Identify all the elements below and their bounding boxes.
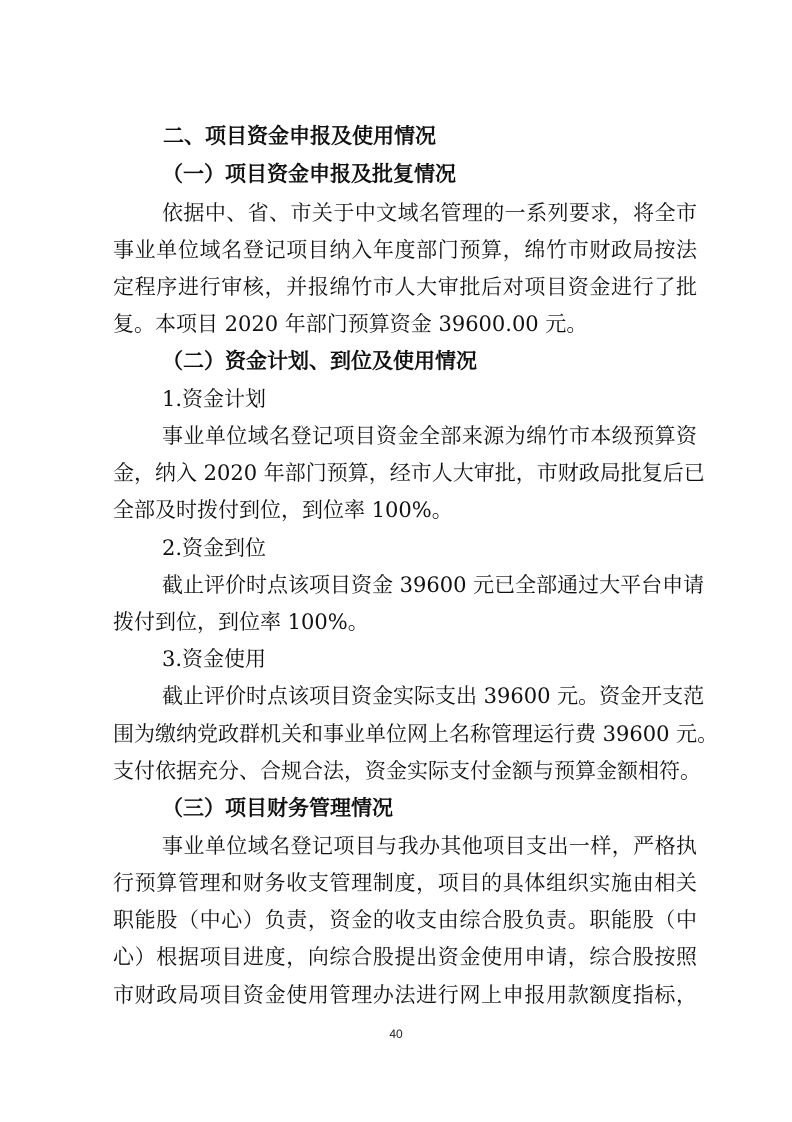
paragraph-line: 依据中、省、市关于中文域名管理的一系列要求，将全市 (162, 201, 697, 225)
paragraph-line: 职能股（中心）负责，资金的收支由综合股负责。职能股（中 (113, 908, 697, 932)
paragraph-line: 截止评价时点该项目资金实际支出 39600 元。资金开支范 (162, 684, 705, 708)
page-number: 40 (389, 1027, 403, 1041)
paragraph-line: 围为缴纳党政群机关和事业单位网上名称管理运行费 39600 元。 (113, 722, 719, 746)
heading-level1: 二、项目资金申报及使用情况 (163, 124, 436, 148)
paragraph-line: 金，纳入 2020 年部门预算，经市人大审批，市财政局批复后已 (113, 461, 705, 485)
paragraph-line: 市财政局项目资金使用管理办法进行网上申报用款额度指标， (113, 983, 697, 1007)
paragraph-line: 支付依据充分、合规合法，资金实际支付金额与预算金额相符。 (113, 759, 701, 783)
sub-heading-fund-usage: 3.资金使用 (162, 647, 267, 671)
paragraph-line: 拨付到位，到位率 100%。 (113, 610, 369, 634)
paragraph-line: 定程序进行审核，并报绵竹市人大审批后对项目资金进行了批 (113, 275, 697, 299)
section3-heading: （三）项目财务管理情况 (162, 796, 393, 820)
paragraph-line: 复。本项目 2020 年部门预算资金 39600.00 元。 (113, 312, 588, 336)
section1-heading: （一）项目资金申报及批复情况 (162, 162, 456, 186)
sub-heading-fund-plan: 1.资金计划 (162, 387, 267, 411)
paragraph-line: 心）根据项目进度，向综合股提出资金使用申请，综合股按照 (113, 945, 697, 969)
paragraph-line: 事业单位域名登记项目与我办其他项目支出一样，严格执 (162, 834, 697, 858)
paragraph-line: 行预算管理和财务收支管理制度，项目的具体组织实施由相关 (113, 871, 697, 895)
paragraph-line: 全部及时拨付到位，到位率 100%。 (113, 498, 453, 522)
paragraph-line: 截止评价时点该项目资金 39600 元已全部通过大平台申请 (162, 573, 705, 597)
paragraph-line: 事业单位域名登记项目资金全部来源为绵竹市本级预算资 (162, 424, 697, 448)
sub-heading-fund-arrival: 2.资金到位 (162, 536, 267, 560)
paragraph-line: 事业单位域名登记项目纳入年度部门预算，绵竹市财政局按法 (113, 238, 697, 262)
section2-heading: （二）资金计划、到位及使用情况 (162, 349, 477, 373)
